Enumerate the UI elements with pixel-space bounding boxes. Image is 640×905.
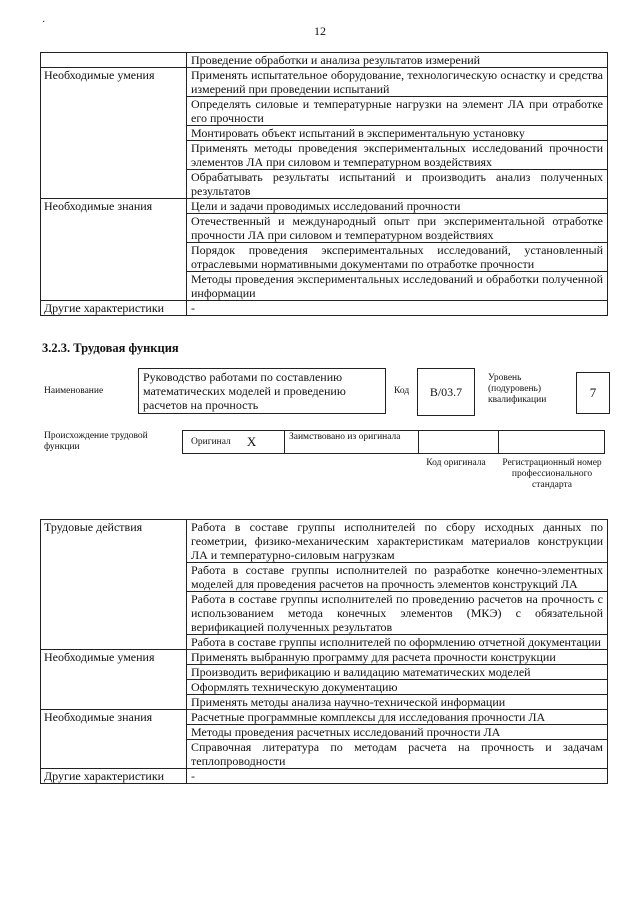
function-name-box: Руководство работами по составлению математических моделей и проведению расчетов на прочность (138, 368, 386, 414)
row-text: Порядок проведения экспериментальных исследований, установленный отраслевыми нормативными документами по отработке прочности (187, 243, 608, 272)
code-label: Код (394, 386, 410, 396)
borrowed-label: Заимствовано из оригинала (289, 432, 401, 442)
name-label: Наименование (44, 386, 104, 396)
table-row (41, 301, 608, 316)
original-cell (183, 431, 285, 453)
row-text: Цели и задачи проводимых исследований прочности (187, 199, 608, 214)
row-text: Работа в составе группы исполнителей по сбору исходных данных по геометрии, физико-механическим характеристикам материалов конструкции ЛА и температурно-силовым нагрузкам (187, 520, 608, 563)
original-label: Оригинал (191, 436, 231, 447)
code-value-box: В/03.7 (417, 368, 475, 416)
row-label-other: Другие характеристики (41, 301, 187, 316)
reg-number-cell (499, 431, 604, 453)
original-mark: X (246, 434, 257, 449)
row-label-knowledge: Необходимые знания (41, 710, 187, 769)
row-text: Работа в составе группы исполнителей по оформлению отчетной документации (187, 635, 608, 650)
origin-row (182, 430, 605, 454)
orig-code-caption: Код оригинала (426, 458, 486, 468)
row-label-knowledge: Необходимые знания (41, 199, 187, 301)
origin-label: Происхождение трудовой функции (44, 431, 148, 452)
bottom-competence-table (40, 519, 608, 784)
reg-number-caption: Регистрационный номер профессионального стандарта (502, 458, 602, 490)
row-text: Оформлять техническую документацию (187, 680, 608, 695)
level-label: Уровень (подуровень) квалификации (488, 373, 547, 405)
row-label (41, 53, 187, 68)
row-label-actions: Трудовые действия (41, 520, 187, 650)
row-text: Применять выбранную программу для расчета прочности конструкции (187, 650, 608, 665)
table-row (41, 650, 608, 665)
row-text: Справочная литература по методам расчета на прочность и задачам теплопроводности (187, 740, 608, 769)
row-label-other: Другие характеристики (41, 769, 187, 784)
level-value-box: 7 (576, 372, 610, 414)
row-text: Обрабатывать результаты испытаний и производить анализ полученных результатов (187, 170, 608, 199)
row-text: - (187, 769, 608, 784)
section-title: 3.2.3. Трудовая функция (42, 341, 179, 355)
top-competence-table (40, 52, 608, 316)
row-text: Применять методы анализа научно-технической информации (187, 695, 608, 710)
row-text: Работа в составе группы исполнителей по разработке конечно-элементных моделей для проведения расчетов на прочность элементов конструкций ЛА (187, 563, 608, 592)
row-text: Монтировать объект испытаний в экспериментальную установку (187, 126, 608, 141)
row-text: Методы проведения экспериментальных исследований и обработки полученной информации (187, 272, 608, 301)
row-text: - (187, 301, 608, 316)
row-text: Применять испытательное оборудование, технологическую оснастку и средства измерений при проведении испытаний (187, 68, 608, 97)
table-row (41, 53, 608, 68)
row-label-skills: Необходимые умения (41, 68, 187, 199)
scan-dot: · (42, 17, 46, 28)
row-text: Проведение обработки и анализа результатов измерений (187, 53, 608, 68)
borrowed-cell (285, 431, 419, 453)
table-row (41, 199, 608, 214)
row-text: Работа в составе группы исполнителей по проведению расчетов на прочность с использованием метода конечных элементов (МКЭ) с обязательной верификацией полученных результатов (187, 592, 608, 635)
row-text: Расчетные программные комплексы для исследования прочности ЛА (187, 710, 608, 725)
row-text: Отечественный и международный опыт при экспериментальной отработке прочности ЛА при силовом и температурном воздействиях (187, 214, 608, 243)
table-row (41, 769, 608, 784)
row-text: Методы проведения расчетных исследований прочности ЛА (187, 725, 608, 740)
row-text: Определять силовые и температурные нагрузки на элемент ЛА при отработке его прочности (187, 97, 608, 126)
row-text: Применять методы проведения экспериментальных исследований прочности элементов ЛА при силовом и температурном воздействиях (187, 141, 608, 170)
table-row (41, 710, 608, 725)
original-code-cell (419, 431, 499, 453)
table-row (41, 520, 608, 563)
row-text: Производить верификацию и валидацию математических моделей (187, 665, 608, 680)
table-row (41, 68, 608, 97)
row-label-skills: Необходимые умения (41, 650, 187, 710)
page-number: 12 (314, 24, 326, 38)
